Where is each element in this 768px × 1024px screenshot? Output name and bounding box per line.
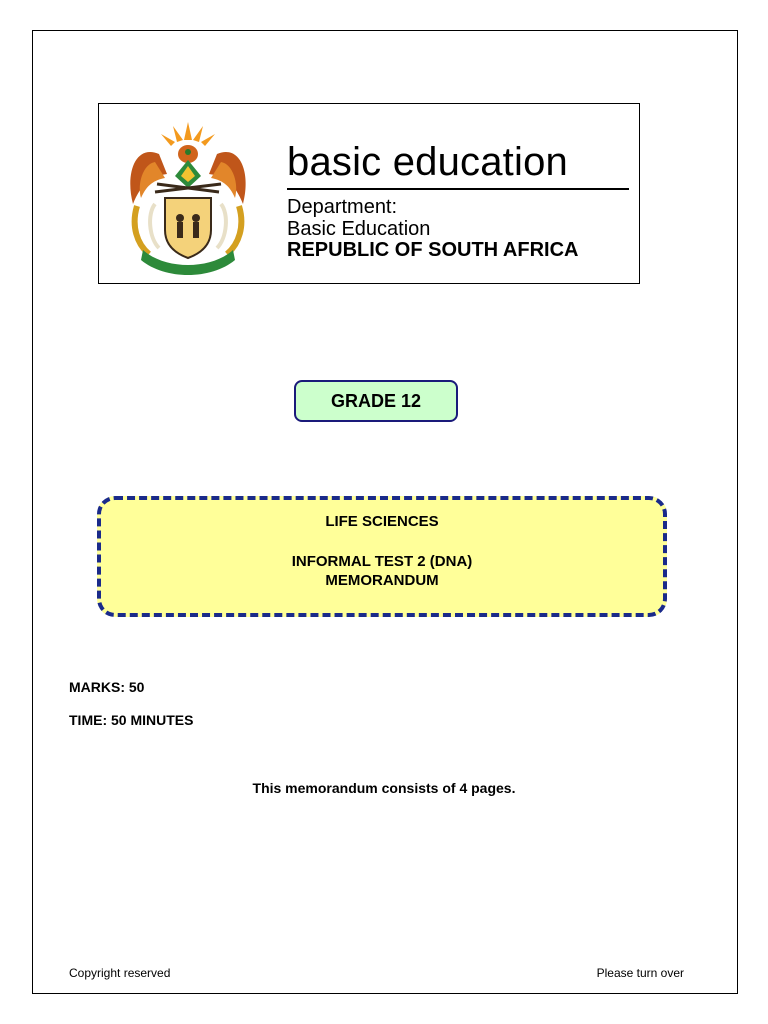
brand-title: basic education <box>287 140 568 184</box>
grade-badge: GRADE 12 <box>294 380 458 422</box>
time-label: TIME: 50 MINUTES <box>69 712 194 728</box>
turn-over-footer: Please turn over <box>596 966 684 980</box>
coat-of-arms-icon <box>115 114 261 276</box>
marks-label: MARKS: 50 <box>69 679 145 695</box>
brand-divider <box>287 188 629 190</box>
department-label: Department: <box>287 196 398 218</box>
country-name: REPUBLIC OF SOUTH AFRICA <box>287 239 579 261</box>
document-type: MEMORANDUM <box>325 572 439 589</box>
logo-box <box>98 103 640 284</box>
subject-box <box>97 496 667 617</box>
department-name: Basic Education <box>287 218 431 240</box>
test-title: INFORMAL TEST 2 (DNA) <box>291 553 473 570</box>
page-count-note: This memorandum consists of 4 pages. <box>252 780 516 796</box>
copyright-footer: Copyright reserved <box>69 966 171 980</box>
subject-title: LIFE SCIENCES <box>325 513 439 530</box>
